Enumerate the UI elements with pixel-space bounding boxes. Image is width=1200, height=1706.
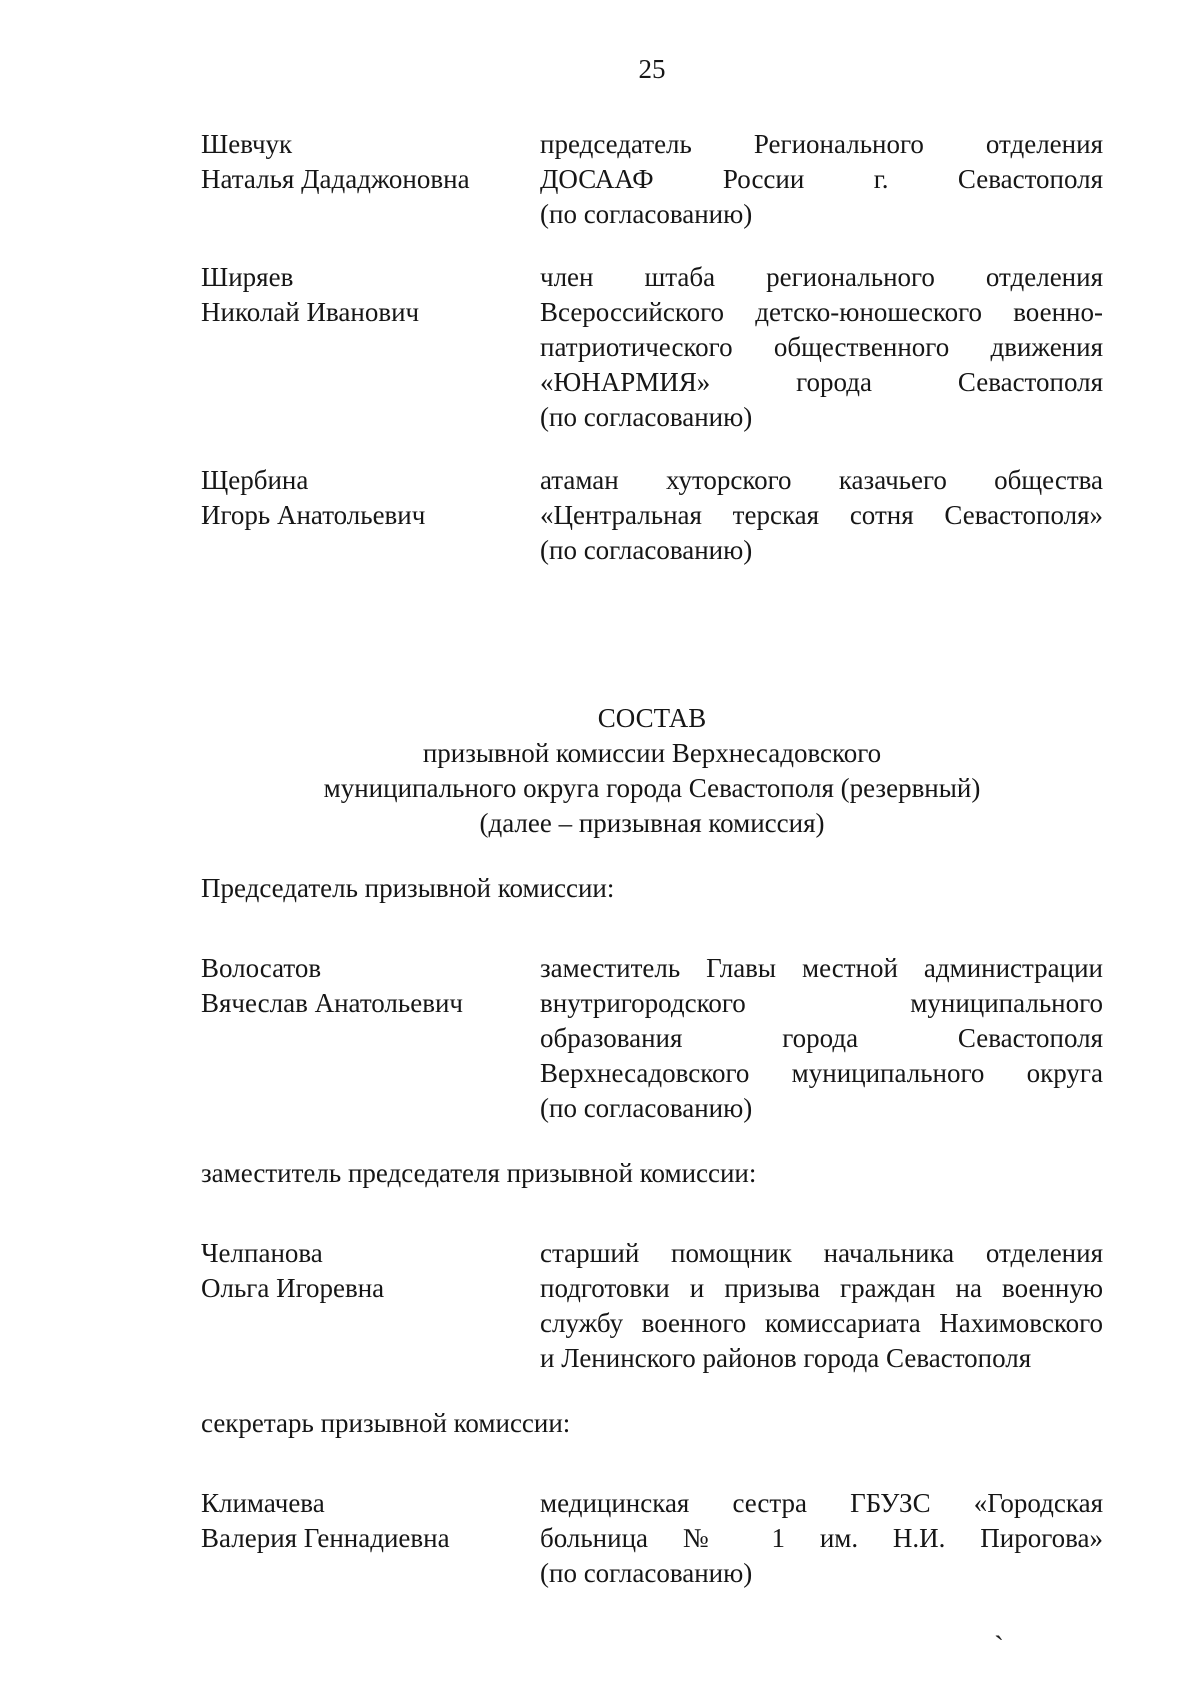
member-row (201, 1236, 1103, 1376)
member-duty (540, 260, 1103, 435)
member-duty-line: (по согласованию) (540, 1093, 753, 1123)
heading-line-commission: призывной комиссии Верхнесадовского (422, 738, 882, 768)
page-number: 25 (638, 54, 666, 84)
member-duty-line: «ЮНАРМИЯ» города Севастополя (540, 367, 1103, 397)
member-duty-line: больница № 1 им. Н.И. Пирогова» (540, 1523, 1103, 1553)
member-duty-line: старший помощник начальника отделения (540, 1238, 1103, 1268)
heading-line-title: СОСТАВ (597, 703, 707, 733)
role-label: заместитель председателя призывной комиссии: (201, 1158, 757, 1188)
member-surname: Климачева (201, 1488, 325, 1518)
member-surname: Щербина (201, 465, 309, 495)
member-duty-line: «Центральная терская сотня Севастополя» (540, 500, 1103, 530)
member-duty (540, 127, 1103, 232)
heading-line-district: муниципального округа города Севастополя (резервный) (323, 773, 981, 803)
member-duty (540, 1486, 1103, 1591)
member-duty-line: образования города Севастополя (540, 1023, 1103, 1053)
member-name (201, 260, 501, 330)
member-name (201, 1236, 501, 1306)
member-duty (540, 1236, 1103, 1376)
member-row (201, 1486, 1103, 1591)
member-row (201, 951, 1103, 1126)
member-duty-line: (по согласованию) (540, 199, 753, 229)
heading-line-hereafter: (далее – призывная комиссия) (479, 808, 825, 838)
member-given-names: Николай Иванович (201, 297, 420, 327)
member-surname: Волосатов (201, 953, 322, 983)
member-duty-line: медицинская сестра ГБУЗС «Городская (540, 1488, 1103, 1518)
member-given-names: Наталья Дададжоновна (201, 164, 470, 194)
member-surname: Ширяев (201, 262, 294, 292)
member-duty-line: патриотического общественного движения (540, 332, 1103, 362)
member-duty-line: внутригородского муниципального (540, 988, 1103, 1018)
member-duty-line: заместитель Главы местной администрации (540, 953, 1103, 983)
member-duty-line: Верхнесадовского муниципального округа (540, 1058, 1103, 1088)
member-given-names: Игорь Анатольевич (201, 500, 426, 530)
member-given-names: Ольга Игоревна (201, 1273, 385, 1303)
member-given-names: Валерия Геннадиевна (201, 1523, 450, 1553)
member-duty (540, 951, 1103, 1126)
member-duty-line: (по согласованию) (540, 535, 753, 565)
member-duty-line: (по согласованию) (540, 1558, 753, 1588)
member-surname: Челпанова (201, 1238, 323, 1268)
members-list-top (201, 127, 1103, 568)
member-row (201, 127, 1103, 232)
stray-scan-mark: ` (994, 1630, 1004, 1663)
member-name (201, 463, 501, 533)
member-row (201, 260, 1103, 435)
member-given-names: Вячеслав Анатольевич (201, 988, 463, 1018)
member-name (201, 951, 501, 1021)
member-duty-line: член штаба регионального отделения (540, 262, 1103, 292)
member-duty-line: и Ленинского районов города Севастополя (540, 1343, 1032, 1373)
member-surname: Шевчук (201, 129, 293, 159)
member-duty-line: службу военного комиссариата Нахимовского (540, 1308, 1103, 1338)
role-label: Председатель призывной комиссии: (201, 873, 615, 903)
member-name (201, 127, 501, 197)
member-duty (540, 463, 1103, 568)
member-duty-line: ДОСААФ России г. Севастополя (540, 164, 1103, 194)
member-duty-line: Всероссийского детско-юношеского военно- (540, 297, 1103, 327)
member-duty-line: атаман хуторского казачьего общества (540, 465, 1103, 495)
member-name (201, 1486, 501, 1556)
member-duty-line: подготовки и призыва граждан на военную (540, 1273, 1103, 1303)
role-label: секретарь призывной комиссии: (201, 1408, 571, 1438)
member-duty-line: (по согласованию) (540, 402, 753, 432)
member-row (201, 463, 1103, 568)
document-heading (201, 701, 1103, 841)
member-duty-line: председатель Регионального отделения (540, 129, 1103, 159)
commission-sections (201, 871, 1103, 1591)
